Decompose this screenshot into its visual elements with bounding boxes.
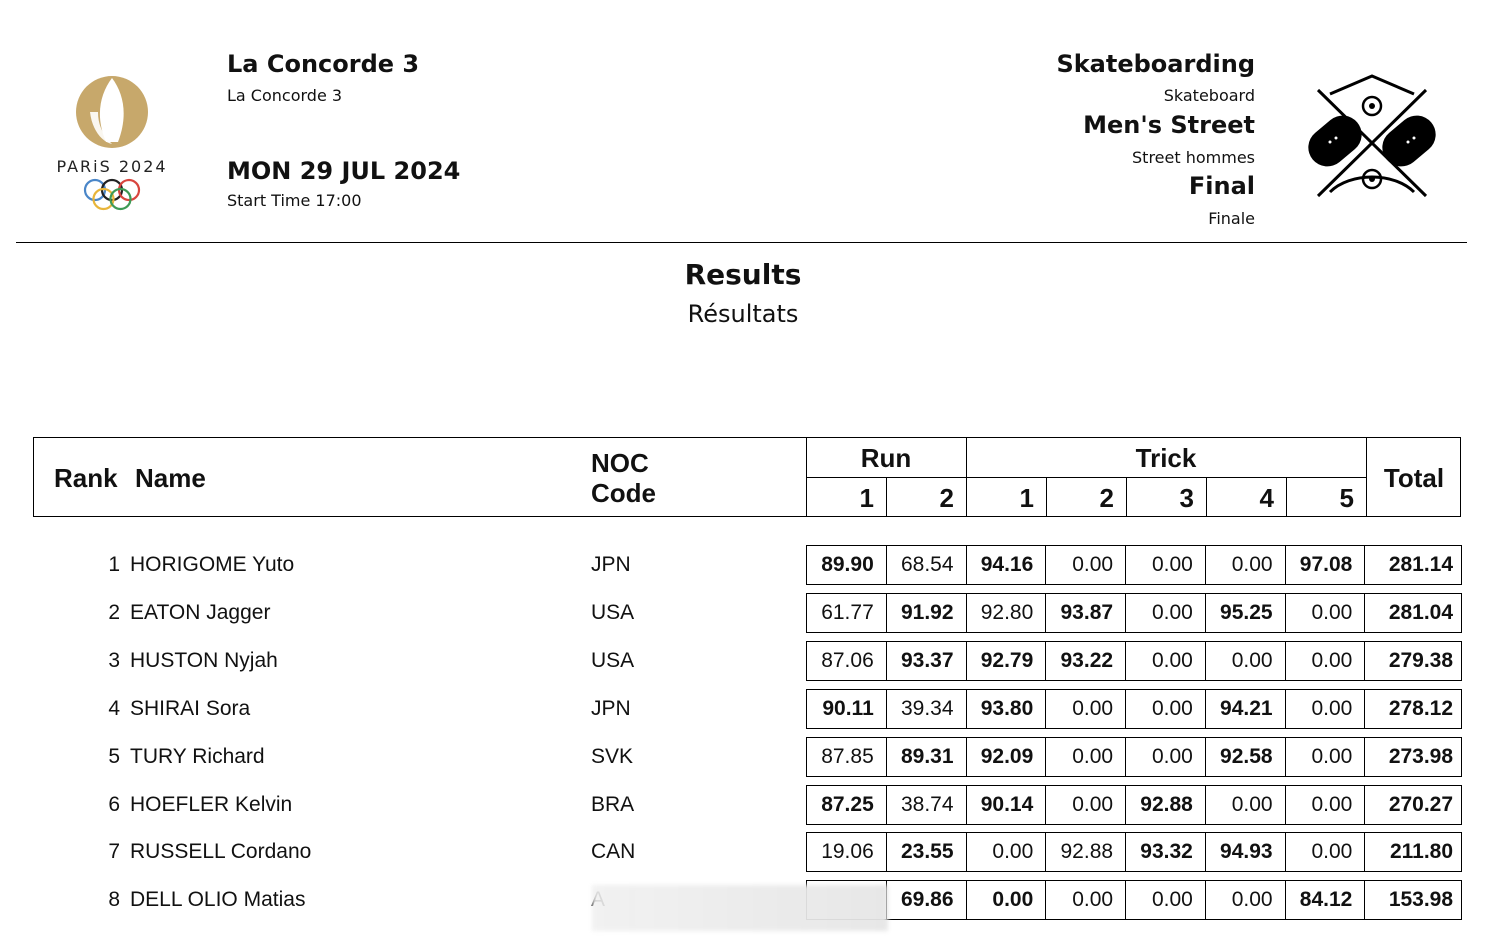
start-time: Start Time 17:00	[227, 191, 362, 210]
trick-5-score: 0.00	[1286, 786, 1366, 824]
trick-1-score: 90.14	[967, 786, 1047, 824]
rank-cell: 7	[108, 840, 120, 864]
run-2-score: 68.54	[887, 546, 967, 584]
run-2-score: 23.55	[887, 833, 967, 871]
trick-3-score: 0.00	[1126, 546, 1206, 584]
table-row	[0, 689, 1486, 731]
table-row	[0, 641, 1486, 683]
run-2-score: 69.86	[887, 881, 967, 919]
noc-code-cell: SVK	[591, 744, 634, 768]
total-score: 279.38	[1388, 648, 1454, 672]
venue-subtitle: La Concorde 3	[227, 86, 343, 105]
run-2-score: 39.34	[887, 690, 967, 728]
rank-cell: 3	[108, 648, 120, 672]
skateboarding-pictogram-icon	[1300, 72, 1444, 214]
sport-title: Skateboarding	[1056, 50, 1255, 78]
trick-3-score: 93.32	[1126, 833, 1206, 871]
trick-3-header: 3	[1179, 483, 1194, 513]
rank-cell: 2	[108, 600, 120, 624]
paris-2024-logo	[50, 72, 174, 217]
noc-code-cell: CAN	[591, 840, 636, 864]
score-cells	[806, 641, 1462, 681]
total-score: 278.12	[1388, 696, 1454, 720]
athlete-name-cell: HUSTON Nyjah	[130, 648, 278, 672]
run-1-score: 89.90	[807, 546, 887, 584]
athlete-name-cell: HORIGOME Yuto	[130, 553, 295, 576]
rank-cell: 1	[108, 553, 120, 576]
score-cells	[806, 832, 1462, 872]
col-run-header: Run	[860, 443, 912, 473]
noc-code-cell: USA	[591, 600, 635, 624]
run-1-score: 87.25	[807, 786, 887, 824]
trick-4-score: 0.00	[1206, 881, 1286, 919]
col-name-header: Name	[135, 463, 206, 493]
trick-3-score: 0.00	[1126, 881, 1206, 919]
score-cells	[806, 593, 1462, 633]
run-2-header: 2	[939, 483, 954, 513]
trick-5-header: 5	[1339, 483, 1354, 513]
noc-code-cell: USA	[591, 648, 635, 672]
col-trick-header: Trick	[1135, 443, 1197, 473]
results-table-header	[33, 437, 1461, 517]
run-1-score: 87.85	[807, 738, 887, 776]
phase-title: Final	[1188, 172, 1255, 200]
table-row	[0, 832, 1486, 874]
trick-1-score: 94.16	[967, 546, 1047, 584]
trick-4-score: 0.00	[1206, 786, 1286, 824]
run-2-score: 38.74	[887, 786, 967, 824]
trick-4-score: 94.21	[1206, 690, 1286, 728]
trick-5-score: 0.00	[1286, 690, 1366, 728]
run-1-score: 19.06	[807, 833, 887, 871]
trick-5-score: 97.08	[1286, 546, 1366, 584]
trick-4-score: 94.93	[1206, 833, 1286, 871]
trick-4-score: 0.00	[1206, 546, 1286, 584]
score-cells	[806, 880, 1462, 920]
score-cells	[806, 737, 1462, 777]
document-subtitle: Résultats	[687, 300, 799, 328]
trick-1-score: 0.00	[967, 833, 1047, 871]
header-divider	[16, 242, 1467, 243]
trick-3-score: 0.00	[1126, 594, 1206, 632]
trick-2-score: 93.87	[1046, 594, 1126, 632]
total-score: 281.04	[1388, 600, 1454, 624]
trick-2-score: 0.00	[1046, 881, 1126, 919]
trick-2-score: 0.00	[1046, 690, 1126, 728]
trick-1-score: 92.80	[967, 594, 1047, 632]
trick-3-score: 0.00	[1126, 642, 1206, 680]
trick-1-score: 0.00	[967, 881, 1047, 919]
document-title: Results	[684, 258, 802, 291]
trick-5-score: 0.00	[1286, 594, 1366, 632]
col-noc-header-line2: Code	[591, 478, 656, 508]
athlete-name-cell: HOEFLER Kelvin	[130, 792, 293, 816]
col-noc-header-line1: NOC	[591, 448, 649, 478]
trick-3-score: 92.88	[1126, 786, 1206, 824]
score-cells	[806, 545, 1462, 585]
trick-2-header: 2	[1099, 483, 1114, 513]
logo-text: PARiS 2024	[56, 157, 168, 176]
trick-5-score: 0.00	[1286, 642, 1366, 680]
athlete-name-cell: EATON Jagger	[130, 600, 271, 624]
trick-2-score: 93.22	[1046, 642, 1126, 680]
rank-cell: 4	[108, 696, 120, 720]
trick-2-score: 0.00	[1046, 546, 1126, 584]
total-score: 270.27	[1388, 792, 1454, 816]
table-row	[0, 593, 1486, 635]
run-1-score: 90.11	[807, 690, 887, 728]
trick-1-score: 93.80	[967, 690, 1047, 728]
noc-code-cell: BRA	[591, 792, 635, 816]
trick-1-header: 1	[1019, 483, 1034, 513]
score-cells	[806, 785, 1462, 825]
trick-4-score: 0.00	[1206, 642, 1286, 680]
event-title: Men's Street	[1083, 111, 1255, 139]
trick-3-score: 0.00	[1126, 738, 1206, 776]
sport-title-fr: Skateboard	[1163, 86, 1255, 105]
trick-2-score: 92.88	[1046, 833, 1126, 871]
col-rank-header: Rank	[54, 463, 118, 493]
athlete-name-cell: TURY Richard	[130, 744, 265, 768]
athlete-name-cell: DELL OLIO Matias	[130, 888, 306, 912]
trick-4-score: 92.58	[1206, 738, 1286, 776]
trick-4-header: 4	[1259, 483, 1274, 513]
venue-title: La Concorde 3	[227, 50, 420, 78]
total-score: 281.14	[1388, 553, 1454, 576]
athlete-name-cell: SHIRAI Sora	[130, 696, 251, 720]
rank-cell: 8	[108, 888, 120, 912]
noc-code-cell: JPN	[591, 553, 631, 576]
total-score: 211.80	[1389, 840, 1454, 864]
event-title-fr: Street hommes	[1132, 148, 1255, 167]
run-1-header: 1	[859, 483, 874, 513]
trick-5-score: 84.12	[1286, 881, 1366, 919]
run-2-score: 89.31	[887, 738, 967, 776]
trick-4-score: 95.25	[1206, 594, 1286, 632]
run-2-score: 93.37	[887, 642, 967, 680]
rank-cell: 6	[108, 792, 120, 816]
trick-5-score: 0.00	[1286, 833, 1366, 871]
run-2-score: 91.92	[887, 594, 967, 632]
total-score: 273.98	[1388, 744, 1454, 768]
redacted-blur	[592, 885, 888, 931]
run-1-score: 87.06	[807, 642, 887, 680]
table-row	[0, 737, 1486, 779]
event-date: MON 29 JUL 2024	[227, 157, 461, 185]
trick-1-score: 92.09	[967, 738, 1047, 776]
noc-code-cell: JPN	[591, 696, 631, 720]
table-row	[0, 545, 1486, 587]
trick-2-score: 0.00	[1046, 738, 1126, 776]
run-1-score: 61.77	[807, 594, 887, 632]
table-row	[0, 785, 1486, 827]
rank-cell: 5	[108, 744, 120, 768]
col-total-header: Total	[1383, 463, 1445, 493]
total-score: 153.98	[1388, 888, 1454, 912]
athlete-name-cell: RUSSELL Cordano	[130, 840, 312, 864]
trick-5-score: 0.00	[1286, 738, 1366, 776]
phase-title-fr: Finale	[1208, 209, 1255, 228]
score-cells	[806, 689, 1462, 729]
trick-2-score: 0.00	[1046, 786, 1126, 824]
trick-3-score: 0.00	[1126, 690, 1206, 728]
trick-1-score: 92.79	[967, 642, 1047, 680]
